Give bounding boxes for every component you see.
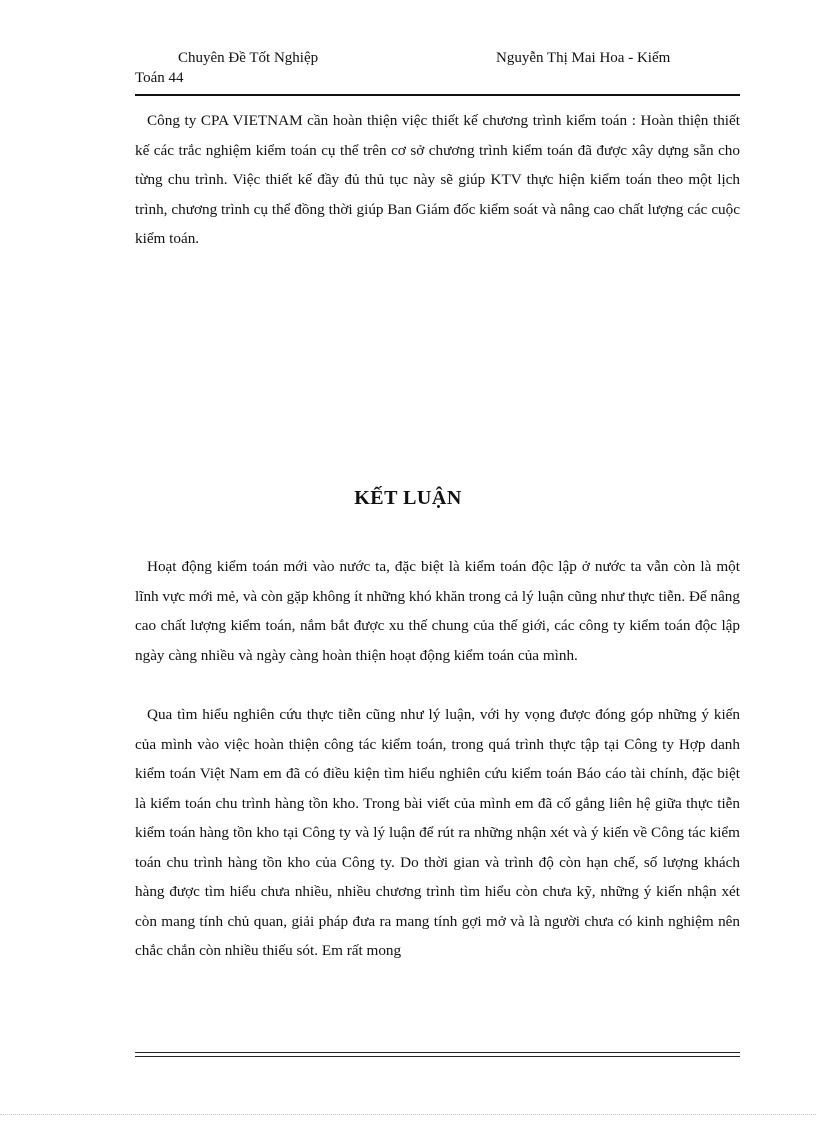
footer-divider: [135, 1052, 740, 1057]
header-author: Nguyễn Thị Mai Hoa - Kiểm: [496, 50, 671, 66]
page-header: [178, 48, 738, 68]
page-bottom-edge: [0, 1114, 816, 1115]
conclusion-paragraph-2: Qua tìm hiểu nghiên cứu thực tiễn cũng như lý luận, với hy vọng được đóng góp những ý kiến của mình vào việc hoàn thiện công tác kiểm toán, trong quá trình thực tập tại Công ty Hợp danh kiểm toán Việt Nam em đã có điều kiện tìm hiểu nghiên cứu kiểm toán Báo cáo tài chính, đặc biệt là kiểm toán chu trình hàng tồn kho. Trong bài viết của mình em đã cố gắng liên hệ giữa thực tiễn kiểm toán hàng tồn kho tại Công ty và lý luận để rút ra những nhận xét và ý kiến về Công tác kiểm toán chu trình hàng tồn kho của Công ty. Do thời gian và trình độ còn hạn chế, số lượng khách hàng được tìm hiểu chưa nhiều, nhiều chương trình tìm hiểu còn chưa kỹ, những ý kiến nhận xét còn mang tính chủ quan, giải pháp đưa ra mang tính gợi mở và là người chưa có kinh nghiệm nên chắc chắn còn nhiều thiếu sót. Em rất mong: [135, 706, 740, 959]
header-author-continued: Toán 44: [135, 70, 184, 86]
header-title: Chuyên Đề Tốt Nghiệp: [178, 50, 319, 66]
conclusion-paragraph-1: Hoạt động kiểm toán mới vào nước ta, đặc biệt là kiểm toán độc lập ở nước ta vẫn còn là một lĩnh vực mới mẻ, và còn gặp không ít những khó khăn trong cả lý luận cũng như thực tiễn. Để nâng cao chất lượng kiểm toán, nắm bắt được xu thế chung của thế giới, các công ty kiểm toán độc lập ngày càng nhiều và ngày càng hoàn thiện hoạt động kiểm toán của mình.: [135, 558, 740, 664]
header-divider: [135, 94, 740, 96]
conclusion-heading: KẾT LUẬN: [354, 487, 462, 509]
intro-paragraph: Công ty CPA VIETNAM cần hoàn thiện việc thiết kế chương trình kiểm toán : Hoàn thiện thiết kế các trắc nghiệm kiểm toán cụ thể trên cơ sở chương trình kiểm toán đã được xây dựng sẵn cho từng chu trình. Việc thiết kế đầy đủ thủ tục này sẽ giúp KTV thực hiện kiểm toán theo một lịch trình, chương trình cụ thể đồng thời giúp Ban Giám đốc kiểm soát và nâng cao chất lượng các cuộc kiểm toán.: [135, 112, 740, 247]
